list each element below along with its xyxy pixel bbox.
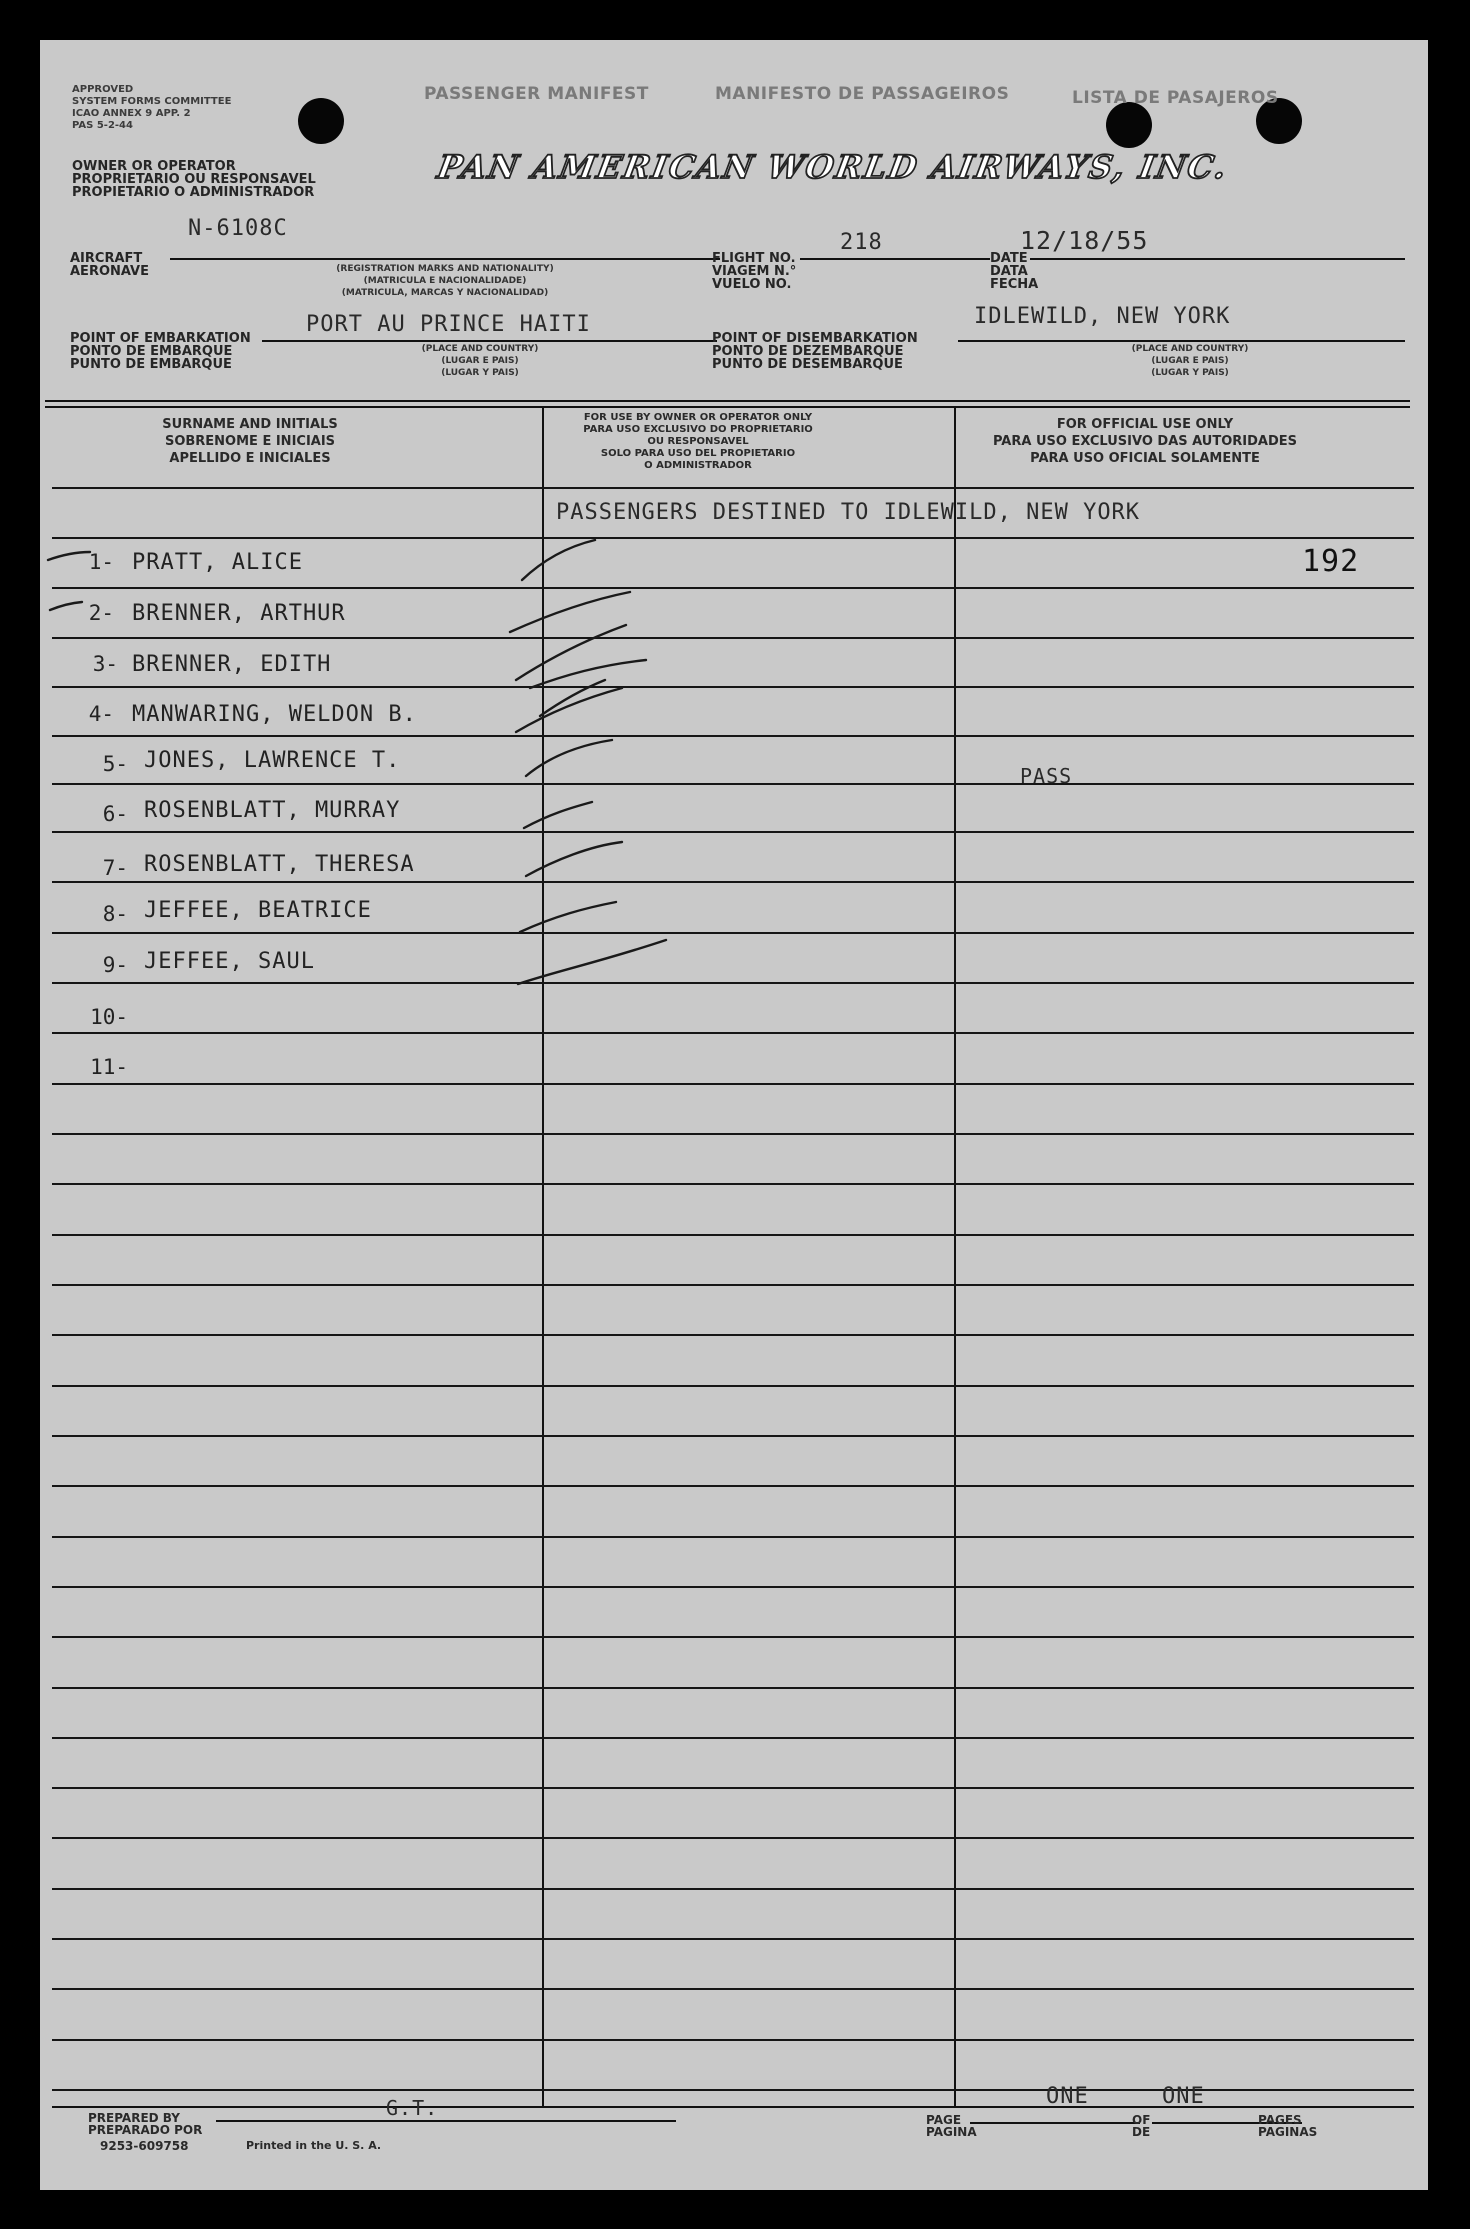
pages-label: PAGINAS [1258,2125,1318,2139]
embarkation-sub: (PLACE AND COUNTRY) [421,344,539,354]
passenger-name: MANWARING, WELDON B. [132,702,417,727]
aircraft-registration: N-6108C [188,216,288,241]
tick-mark [48,552,90,560]
row-rule [52,1435,1414,1437]
disembarkation-sub: (LUGAR Y PAIS) [1151,368,1229,378]
passenger-number: 3- [92,652,118,676]
check-mark [510,592,630,632]
date-label: DATE [990,251,1028,266]
approval-line: ICAO ANNEX 9 APP. 2 [72,108,191,119]
official-remark: PASS [1020,764,1073,788]
flight-label: VIAGEM N.° [712,264,797,279]
aircraft-sub: (MATRICULA, MARCAS Y NACIONALIDAD) [341,288,549,298]
passenger-number: 5- [102,752,128,776]
check-mark [520,902,616,932]
row-rule [52,1636,1414,1638]
passenger-name: ROSENBLATT, MURRAY [144,798,401,823]
passenger-name: PRATT, ALICE [132,550,303,575]
form-number: 9253-609758 [100,2139,189,2153]
disembarkation-sub: (PLACE AND COUNTRY) [1131,344,1249,354]
date-label: DATA [990,264,1028,279]
heading-line: SOBRENOME E INICIAIS [164,434,336,449]
passenger-number: 2- [88,601,114,625]
row-rule [52,1687,1414,1689]
embarkation-label: POINT OF EMBARKATION [70,331,251,346]
flight-date: 12/18/55 [1020,226,1149,255]
aircraft-sub: (REGISTRATION MARKS AND NATIONALITY) [336,264,554,274]
title-spanish: LISTA DE PASAJEROS [1072,88,1279,108]
passenger-number: 1- [88,550,114,574]
aircraft-label: AERONAVE [70,264,150,279]
passenger-number: 6- [102,802,128,826]
pages-label: PAGES [1258,2113,1302,2127]
heading-line: SOLO PARA USO DEL PROPIETARIO [600,448,796,459]
heading-line: FOR USE BY OWNER OR OPERATOR ONLY [583,412,813,423]
prepared-rule [216,2120,676,2122]
flight-label: VUELO NO. [712,277,792,292]
passenger-number: 8- [102,902,128,926]
aircraft-sub: (MATRICULA E NACIONALIDADE) [363,276,527,286]
passenger-number: 11- [90,1055,128,1079]
prepared-by-value: G.T. [386,2096,439,2120]
row-rule [52,2039,1414,2041]
check-mark [540,680,605,716]
page-label: PAGE [926,2113,962,2127]
heading-line: PARA USO EXCLUSIVO DO PROPRIETARIO [583,424,813,435]
embarkation-sub: (LUGAR E PAIS) [441,356,519,366]
heading-line: PARA USO OFICIAL SOLAMENTE [1030,451,1260,466]
title-english: PASSENGER MANIFEST [424,84,649,104]
row-rule [52,1586,1414,1588]
heading-line: FOR OFFICIAL USE ONLY [1056,417,1234,432]
company-name: PAN AMERICAN WORLD AIRWAYS, INC. [434,148,1232,186]
disembarkation-label: POINT OF DISEMBARKATION [712,331,918,346]
row-rule [52,1938,1414,1940]
heading-line: SURNAME AND INITIALS [162,417,338,432]
row-rule [52,1485,1414,1487]
approval-line: SYSTEM FORMS COMMITTEE [72,96,232,107]
owner-label: PROPRIETARIO OU RESPONSAVEL [72,172,316,187]
embarkation-label: PONTO DE EMBARQUE [70,344,233,359]
check-mark [516,688,622,732]
of-label: OF [1132,2113,1151,2127]
check-mark [518,940,666,984]
row-rule [52,1988,1414,1990]
row-rule [52,1284,1414,1286]
row-rule [52,1837,1414,1839]
row-rule [52,1234,1414,1236]
check-mark [530,660,646,688]
total-pages: ONE [1162,2084,1205,2109]
page-number: ONE [1046,2084,1089,2109]
check-mark [522,540,595,580]
table-bottom-rule [52,2106,1414,2108]
manifest-sheet [40,40,1428,2190]
stamp-number: 192 [1302,544,1360,579]
date-label: FECHA [990,277,1039,292]
passenger-name: JEFFEE, SAUL [144,949,315,974]
row-rule [52,1334,1414,1336]
row-rule [52,1737,1414,1739]
heading-line: APELLIDO E INICIALES [169,451,331,466]
disembarkation-value: IDLEWILD, NEW YORK [974,304,1231,329]
row-rule [52,2089,1414,2091]
approval-line: APPROVED [72,84,134,95]
passenger-name: ROSENBLATT, THERESA [144,852,415,877]
row-rule [52,1536,1414,1538]
owner-label: OWNER OR OPERATOR [72,159,236,174]
disembarkation-sub: (LUGAR E PAIS) [1151,356,1229,366]
printed-note: Printed in the U. S. A. [246,2139,382,2152]
check-marks [40,40,1428,1140]
passenger-number: 4- [88,702,114,726]
row-rule [52,1787,1414,1789]
tick-mark [50,602,82,610]
row-rule [52,1888,1414,1890]
embarkation-value: PORT AU PRINCE HAITI [306,312,591,337]
embarkation-label: PUNTO DE EMBARQUE [70,357,232,372]
embarkation-sub: (LUGAR Y PAIS) [441,368,519,378]
flight-label: FLIGHT NO. [712,251,796,266]
title-portuguese: MANIFESTO DE PASSAGEIROS [715,84,1010,104]
row-rule [52,1183,1414,1185]
passenger-name: BRENNER, ARTHUR [132,601,346,626]
of-label: DE [1132,2125,1151,2139]
disembarkation-label: PONTO DE DEZEMBARQUE [712,344,904,359]
check-mark [526,740,612,776]
owner-label: PROPIETARIO O ADMINISTRADOR [72,185,315,200]
row-rule [52,1385,1414,1387]
check-mark [516,625,626,680]
heading-line: OU RESPONSAVEL [647,436,749,447]
prepared-label: PREPARADO POR [88,2123,203,2137]
check-mark [526,842,622,876]
check-mark [524,802,592,828]
heading-line: O ADMINISTRADOR [644,460,752,471]
approval-line: PAS 5-2-44 [72,120,133,131]
flight-number: 218 [840,230,883,255]
passenger-number: 7- [102,856,128,880]
passenger-name: JEFFEE, BEATRICE [144,898,372,923]
passenger-number: 10- [90,1005,128,1029]
passenger-name: JONES, LAWRENCE T. [144,748,401,773]
prepared-label: PREPARED BY [88,2111,180,2125]
destined-note: PASSENGERS DESTINED TO IDLEWILD, NEW YORK [556,500,1141,525]
passenger-number: 9- [102,953,128,977]
disembarkation-label: PUNTO DE DESEMBARQUE [712,357,903,372]
heading-line: PARA USO EXCLUSIVO DAS AUTORIDADES [992,434,1298,449]
passenger-name: BRENNER, EDITH [132,652,332,677]
aircraft-label: AIRCRAFT [70,251,143,266]
page-label: PAGINA [926,2125,977,2139]
page-rule [970,2122,1140,2124]
